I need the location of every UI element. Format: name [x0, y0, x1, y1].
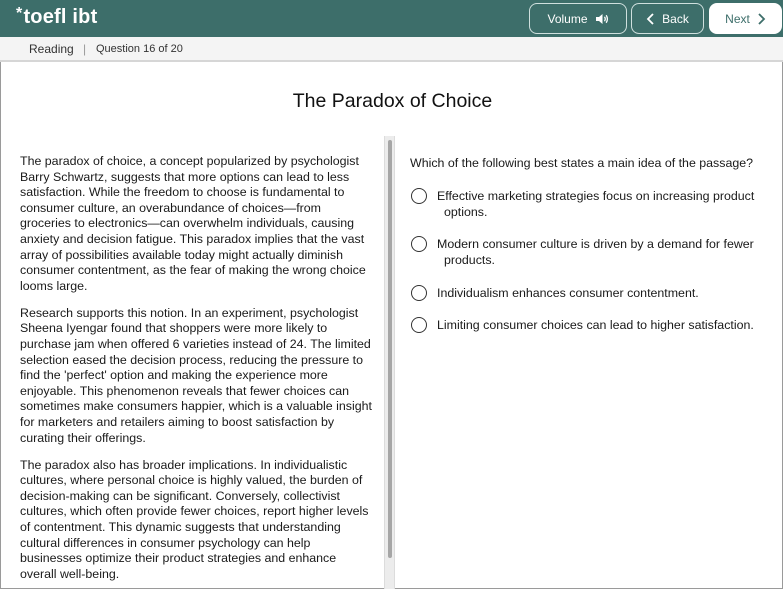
passage-paragraph: Research supports this notion. In an experiment, psychologist Sheena Iyengar found that shoppers were more likely to purchase jam when offered 6 varieties instead of 24. The limited selection eased the decision process, reducing the pressure to find the 'perfect' option and making the experience more enjoyable. This phenomenon reveals that fewer choices can sometimes make consumers happier, which is a valuable insight for marketers and retailers aiming to boost satisfaction by curating their offerings. [20, 305, 372, 445]
next-button[interactable] [709, 3, 782, 34]
sub-header [0, 37, 783, 62]
chevron-left-icon [646, 13, 655, 25]
radio-button[interactable] [411, 285, 427, 301]
answer-option[interactable] [410, 188, 772, 220]
question-prompt: Which of the following best states a main idea of the passage? [410, 156, 754, 170]
volume-label: Volume [547, 11, 588, 26]
content-area [0, 62, 783, 589]
radio-button[interactable] [411, 236, 427, 252]
passage-title: The Paradox of Choice [292, 90, 493, 112]
radio-button[interactable] [411, 188, 427, 204]
radio-button[interactable] [411, 317, 427, 333]
option-text: Effective marketing strategies focus on increasing product options. [437, 189, 755, 219]
option-text: Individualism enhances consumer contentment. [437, 286, 699, 300]
passage-paragraph: The paradox of choice, a concept popularized by psychologist Barry Schwartz, suggests that more options can lead to less satisfaction. While the freedom to choose is fundamental to consumer culture, an overabundance of choices—from groceries to electronics—can overwhelm individuals, causing anxiety and decision fatigue. This paradox implies that the vast array of possibilities available today might actually diminish consumer contentment, as the fear of making the wrong choice looms large. [20, 154, 366, 293]
speaker-icon [595, 13, 609, 25]
option-text: Modern consumer culture is driven by a demand for fewer products. [437, 237, 754, 267]
section-name: Reading [29, 42, 74, 56]
answer-option[interactable] [410, 236, 772, 268]
top-bar [0, 0, 783, 37]
next-label: Next [725, 11, 750, 26]
passage-text [20, 154, 372, 589]
question-counter: Question 16 of 20 [96, 43, 183, 55]
scrollbar-thumb[interactable] [388, 140, 392, 558]
option-text: Limiting consumer choices can lead to higher satisfaction. [437, 318, 754, 332]
answer-option[interactable] [410, 317, 772, 333]
back-button[interactable] [631, 3, 704, 34]
chevron-right-icon [757, 13, 766, 25]
panel-divider-scrollbar[interactable] [384, 136, 395, 589]
passage-paragraph: The paradox also has broader implications. In individualistic cultures, where personal choice is highly valued, the burden of decision-making can be significant. Conversely, collectivist cultures, which often provide fewer choices, report higher levels of contentment. This dynamic suggests that understanding cultural differences in consumer psychology can help businesses optimize their product strategies and enhance overall well-being. [20, 457, 369, 581]
volume-button[interactable] [529, 3, 627, 34]
toefl-logo: *toefl ibt [16, 5, 98, 28]
answer-option[interactable] [410, 285, 772, 301]
separator: | [83, 42, 87, 56]
back-label: Back [662, 11, 689, 26]
